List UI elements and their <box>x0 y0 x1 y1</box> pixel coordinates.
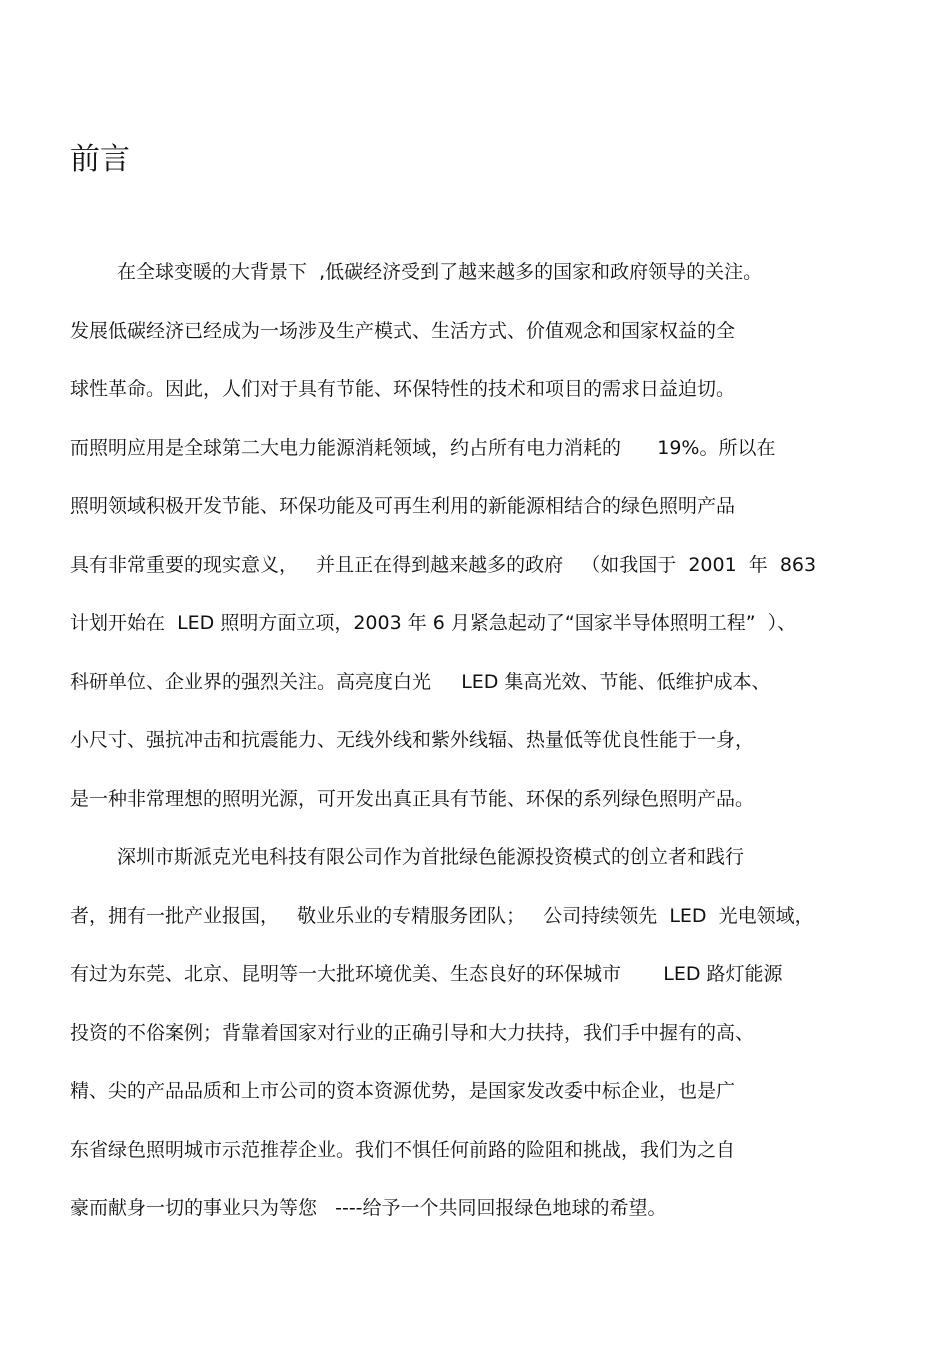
document-title: 前言 <box>70 142 130 177</box>
paragraph-2-line-2: 者，拥有一批产业报国， 敬业乐业的专精服务团队； 公司持续领先 LED 光电领域， <box>70 905 814 927</box>
paragraph-1-line-6: 具有非常重要的现实意义， 并且正在得到越来越多的政府 （如我国于 2001 年 863 <box>70 554 817 576</box>
paragraph-1-line-10: 是一种非常理想的照明光源，可开发出真正具有节能、环保的系列绿色照明产品。 <box>70 788 755 810</box>
paragraph-1-line-7: 计划开始在 LED 照明方面立项，2003 年 6 月紧急起动了“国家半导体照明工程” ）、 <box>70 612 797 634</box>
paragraph-1-line-9: 小尺寸、强抗冲击和抗震能力、无线外线和紫外线辐、热量低等优良性能于一身， <box>70 729 755 751</box>
paragraph-1-line-5: 照明领域积极开发节能、环保功能及可再生利用的新能源相结合的绿色照明产品 <box>70 495 736 517</box>
paragraph-1-line-2: 发展低碳经济已经成为一场涉及生产模式、生活方式、价值观念和国家权益的全 <box>70 320 736 342</box>
paragraph-2-line-7: 豪而献身一切的事业只为等您 ----给予一个共同回报绿色地球的希望。 <box>70 1197 667 1219</box>
paragraph-2-line-3: 有过为东莞、北京、昆明等一大批环境优美、生态良好的环保城市 LED 路灯能源 <box>70 963 783 985</box>
paragraph-2-line-6: 东省绿色照明城市示范推荐企业。我们不惧任何前路的险阻和挑战，我们为之自 <box>70 1139 736 1161</box>
paragraph-1-line-3: 球性革命。因此，人们对于具有节能、环保特性的技术和项目的需求日益迫切。 <box>70 378 736 400</box>
paragraph-1-line-8: 科研单位、企业界的强烈关注。高亮度白光 LED 集高光效、节能、低维护成本、 <box>70 671 771 693</box>
paragraph-1-line-4: 而照明应用是全球第二大电力能源消耗领域，约占所有电力消耗的 19%。所以在 <box>70 437 776 459</box>
paragraph-2-line-5: 精、尖的产品品质和上市公司的资本资源优势，是国家发改委中标企业，也是广 <box>70 1080 736 1102</box>
paragraph-2-line-1: 深圳市斯派克光电科技有限公司作为首批绿色能源投资模式的创立者和践行 <box>117 846 745 868</box>
paragraph-1-line-1: 在全球变暖的大背景下 ,低碳经济受到了越来越多的国家和政府领导的关注。 <box>117 261 763 283</box>
paragraph-2-line-4: 投资的不俗案例；背靠着国家对行业的正确引导和大力扶持，我们手中握有的高、 <box>70 1022 755 1044</box>
